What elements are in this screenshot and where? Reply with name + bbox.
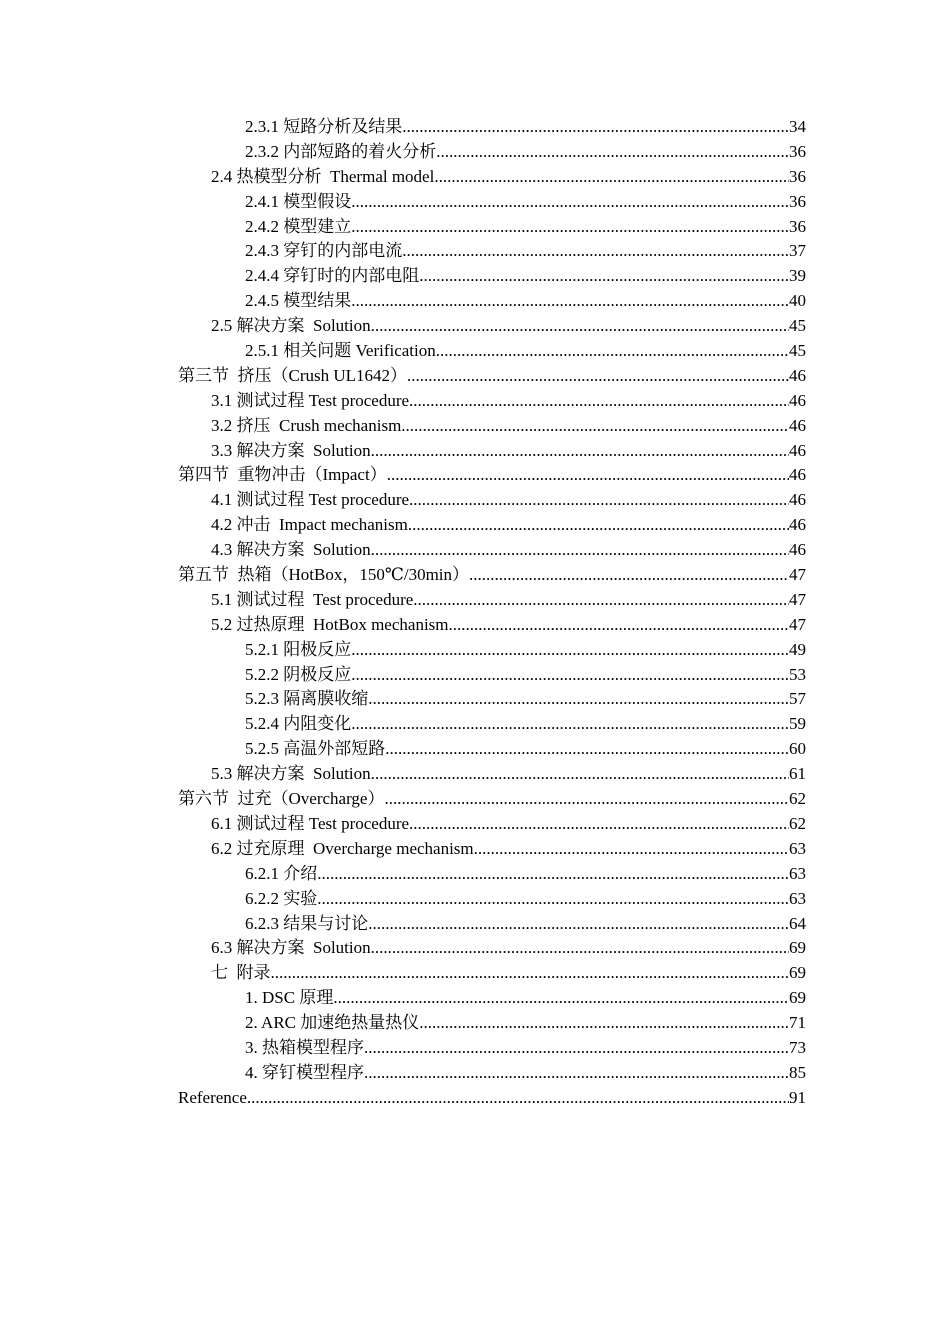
toc-entry-page-number: 59 (789, 714, 806, 734)
toc-entry[interactable] (178, 538, 806, 563)
toc-entry[interactable] (178, 936, 806, 961)
toc-entry-title: 5.3 解决方案 Solution (211, 764, 371, 784)
toc-entry[interactable] (178, 389, 806, 414)
toc-dot-leader (474, 837, 789, 862)
toc-dot-leader (385, 737, 789, 762)
toc-entry[interactable] (178, 439, 806, 464)
toc-dot-leader (409, 488, 789, 513)
toc-entry-page-number: 47 (789, 614, 806, 634)
toc-dot-leader (371, 538, 789, 563)
toc-entry-title: 4. 穿钉模型程序 (245, 1062, 364, 1082)
toc-entry-page-number: 46 (789, 515, 806, 535)
toc-entry-page-number: 47 (789, 589, 806, 609)
toc-entry[interactable] (178, 961, 806, 986)
toc-entry[interactable] (178, 1086, 806, 1111)
toc-entry-page-number: 40 (789, 291, 806, 311)
toc-entry[interactable] (178, 737, 806, 762)
toc-dot-leader (409, 812, 789, 837)
toc-entry-page-number: 36 (789, 191, 806, 211)
toc-entry-page-number: 36 (789, 166, 806, 186)
toc-entry[interactable] (178, 663, 806, 688)
toc-dot-leader (368, 687, 789, 712)
toc-entry-page-number: 73 (789, 1037, 806, 1057)
toc-entry[interactable] (178, 190, 806, 215)
toc-dot-leader (333, 986, 789, 1011)
toc-dot-leader (368, 912, 789, 937)
toc-entry[interactable] (178, 463, 806, 488)
toc-dot-leader (402, 239, 789, 264)
toc-entry[interactable] (178, 488, 806, 513)
toc-entry[interactable] (178, 264, 806, 289)
toc-entry-title: 6.3 解决方案 Solution (211, 938, 371, 958)
toc-entry[interactable] (178, 314, 806, 339)
toc-entry[interactable] (178, 837, 806, 862)
toc-entry-page-number: 57 (789, 689, 806, 709)
toc-entry-title: 2.3.1 短路分析及结果 (245, 117, 403, 136)
toc-dot-leader (408, 513, 789, 538)
toc-entry-page-number: 62 (789, 813, 806, 833)
toc-entry[interactable] (178, 414, 806, 439)
toc-entry-page-number: 85 (789, 1062, 806, 1082)
toc-entry-title: 6.2.2 实验 (245, 888, 318, 908)
toc-dot-leader (413, 588, 789, 613)
toc-entry-title: 2.3.2 内部短路的着火分析 (245, 141, 437, 161)
toc-entry-title: Reference (178, 1087, 247, 1107)
toc-entry-title: 5.2.4 内阻变化 (245, 714, 352, 734)
toc-entry-title: 4.2 冲击 Impact mechanism (211, 515, 408, 535)
toc-entry-page-number: 63 (789, 863, 806, 883)
toc-entry-page-number: 46 (789, 490, 806, 510)
toc-entry-title: 6.2.1 介绍 (245, 863, 318, 883)
toc-entry-title: 第六节 过充（Overcharge） (178, 789, 385, 809)
toc-entry-title: 2.5.1 相关问题 Verification (245, 341, 436, 361)
toc-entry-title: 七 附录 (211, 963, 271, 983)
toc-entry-title: 2.4.5 模型结果 (245, 291, 352, 311)
toc-entry-page-number: 49 (789, 639, 806, 659)
toc-dot-leader (364, 1061, 789, 1086)
toc-entry-title: 2.4 热模型分析 Thermal model (211, 166, 435, 186)
toc-entry-page-number: 47 (789, 565, 806, 585)
toc-entry[interactable] (178, 289, 806, 314)
toc-dot-leader (419, 264, 789, 289)
toc-entry-title: 2. ARC 加速绝热量热仪 (245, 1013, 420, 1033)
toc-entry-page-number: 69 (789, 938, 806, 958)
toc-entry[interactable] (178, 513, 806, 538)
toc-dot-leader (409, 389, 789, 414)
toc-entry-title: 6.2 过充原理 Overcharge mechanism (211, 838, 474, 858)
toc-entry-page-number: 36 (789, 216, 806, 236)
toc-dot-leader (384, 787, 789, 812)
toc-entry-title: 4.3 解决方案 Solution (211, 540, 371, 560)
toc-entry-title: 3.1 测试过程 Test procedure (211, 390, 410, 410)
toc-entry-page-number: 69 (789, 963, 806, 983)
toc-dot-leader (419, 1011, 789, 1036)
toc-entry-page-number: 63 (789, 838, 806, 858)
toc-entry-title: 2.4.4 穿钉时的内部电阻 (245, 266, 420, 286)
toc-entry-page-number: 39 (789, 266, 806, 286)
toc-entry[interactable] (178, 762, 806, 787)
toc-dot-leader (401, 414, 789, 439)
toc-entry[interactable] (178, 140, 806, 165)
toc-entry-title: 6.2.3 结果与讨论 (245, 913, 369, 933)
toc-entry-page-number: 61 (789, 764, 806, 784)
toc-entry-page-number: 46 (789, 440, 806, 460)
toc-entry-page-number: 46 (789, 415, 806, 435)
toc-dot-leader (371, 936, 789, 961)
toc-entry-title: 第三节 挤压（Crush UL1642） (178, 365, 408, 385)
toc-entry-title: 5.2.3 隔离膜收缩 (245, 689, 369, 709)
toc-dot-leader (351, 289, 789, 314)
toc-dot-leader (351, 215, 789, 240)
toc-entry-title: 3.2 挤压 Crush mechanism (211, 415, 402, 435)
toc-entry-title: 5.2 过热原理 HotBox mechanism (211, 614, 449, 634)
toc-dot-leader (317, 862, 789, 887)
toc-entry[interactable] (178, 887, 806, 912)
toc-entry-title: 3.3 解决方案 Solution (211, 440, 371, 460)
toc-entry[interactable] (178, 364, 806, 389)
toc-dot-leader (434, 165, 789, 190)
toc-entry-page-number: 71 (789, 1013, 806, 1033)
toc-entry-page-number: 46 (789, 390, 806, 410)
toc-entry-page-number: 37 (789, 241, 806, 261)
toc-entry-page-number: 46 (789, 540, 806, 560)
toc-entry-title: 2.5 解决方案 Solution (211, 316, 371, 336)
toc-entry-title: 1. DSC 原理 (245, 988, 334, 1008)
toc-dot-leader (371, 762, 789, 787)
toc-entry[interactable] (178, 1011, 806, 1036)
toc-entry-page-number: 45 (789, 341, 806, 361)
toc-entry[interactable] (178, 912, 806, 937)
toc-entry[interactable] (178, 339, 806, 364)
toc-entry[interactable] (178, 239, 806, 264)
toc-dot-leader (351, 712, 789, 737)
toc-entry-title: 2.4.1 模型假设 (245, 191, 352, 211)
toc-entry-page-number: 60 (789, 739, 806, 759)
toc-entry-title: 3. 热箱模型程序 (245, 1037, 364, 1057)
toc-dot-leader (371, 314, 789, 339)
toc-entry[interactable] (178, 613, 806, 638)
toc-dot-leader (371, 439, 789, 464)
toc-dot-leader (402, 115, 789, 140)
toc-dot-leader (351, 663, 789, 688)
table-of-contents (178, 115, 806, 1111)
toc-entry[interactable] (178, 563, 806, 588)
toc-entry-title: 5.2.1 阳极反应 (245, 639, 352, 659)
toc-entry-title: 5.2.2 阴极反应 (245, 664, 352, 684)
toc-dot-leader (407, 364, 789, 389)
toc-dot-leader (351, 638, 789, 663)
toc-entry[interactable] (178, 787, 806, 812)
toc-entry-page-number: 36 (789, 141, 806, 161)
toc-entry-page-number: 64 (789, 913, 806, 933)
toc-entry[interactable] (178, 986, 806, 1011)
toc-entry[interactable] (178, 812, 806, 837)
toc-entry-page-number: 69 (789, 988, 806, 1008)
toc-entry-title: 6.1 测试过程 Test procedure (211, 813, 410, 833)
toc-entry-title: 5.1 测试过程 Test procedure (211, 589, 414, 609)
toc-dot-leader (364, 1036, 789, 1061)
toc-entry-page-number: 45 (789, 316, 806, 336)
toc-entry[interactable] (178, 1036, 806, 1061)
toc-entry[interactable] (178, 215, 806, 240)
toc-entry-page-number: 63 (789, 888, 806, 908)
toc-entry-page-number: 46 (789, 365, 806, 385)
toc-entry[interactable] (178, 1061, 806, 1086)
toc-entry-page-number: 46 (789, 465, 806, 485)
toc-entry-title: 5.2.5 高温外部短路 (245, 739, 386, 759)
toc-dot-leader (271, 961, 790, 986)
toc-entry-page-number: 91 (789, 1087, 806, 1107)
toc-entry[interactable] (178, 712, 806, 737)
toc-dot-leader (436, 140, 789, 165)
toc-entry[interactable] (178, 588, 806, 613)
toc-entry-title: 2.4.2 模型建立 (245, 216, 352, 236)
toc-entry-title: 2.4.3 穿钉的内部电流 (245, 241, 403, 261)
toc-entry-page-number: 53 (789, 664, 806, 684)
toc-entry[interactable] (178, 638, 806, 663)
toc-dot-leader (317, 887, 789, 912)
toc-entry[interactable] (178, 687, 806, 712)
toc-entry-page-number: 34 (789, 117, 806, 136)
toc-dot-leader (449, 613, 789, 638)
toc-entry[interactable] (178, 165, 806, 190)
toc-entry-title: 第五节 热箱（HotBox，150℃/30min） (178, 565, 470, 585)
toc-dot-leader (351, 190, 789, 215)
toc-entry-title: 4.1 测试过程 Test procedure (211, 490, 410, 510)
toc-entry-title: 第四节 重物冲击（Impact） (178, 465, 387, 485)
toc-dot-leader (247, 1086, 789, 1111)
toc-entry[interactable] (178, 862, 806, 887)
toc-entry-page-number: 62 (789, 789, 806, 809)
toc-entry[interactable] (178, 115, 806, 140)
toc-dot-leader (387, 463, 789, 488)
toc-dot-leader (469, 563, 789, 588)
toc-dot-leader (436, 339, 789, 364)
